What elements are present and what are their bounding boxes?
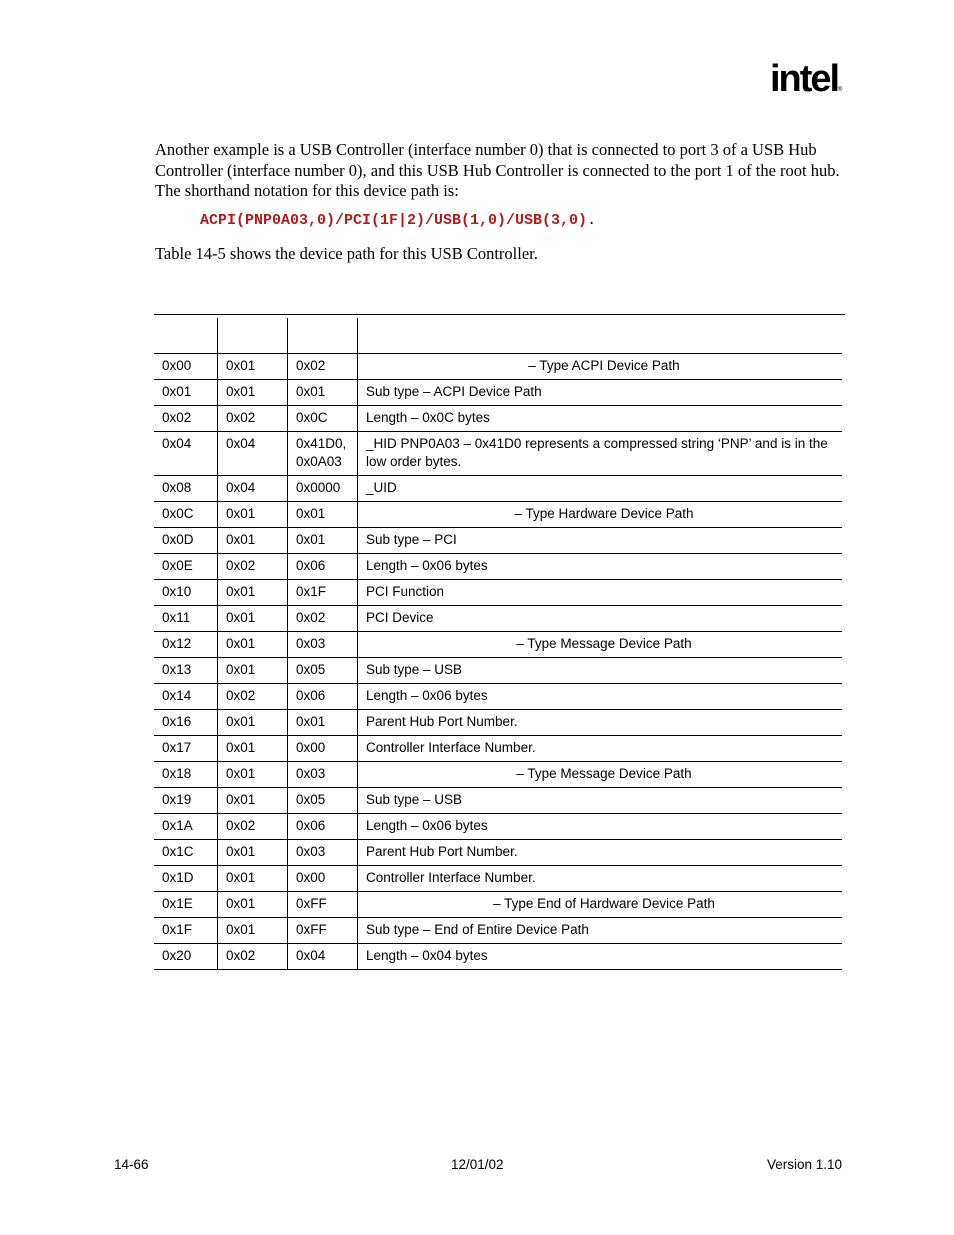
byte-length-cell: 0x04 bbox=[218, 476, 288, 502]
table-header-row bbox=[154, 318, 842, 354]
data-cell: 0x00 bbox=[288, 736, 358, 762]
byte-offset-cell: 0x01 bbox=[154, 380, 218, 406]
description-cell: Length – 0x06 bytes bbox=[358, 814, 843, 840]
description-cell: Length – 0x06 bytes bbox=[358, 554, 843, 580]
description-cell: – Type Message Device Path bbox=[358, 762, 843, 788]
description-cell: – Type Hardware Device Path bbox=[358, 502, 843, 528]
table-row bbox=[154, 840, 842, 866]
byte-offset-cell: 0x10 bbox=[154, 580, 218, 606]
table-row bbox=[154, 528, 842, 554]
description-cell: – Type Message Device Path bbox=[358, 632, 843, 658]
byte-offset-cell: 0x13 bbox=[154, 658, 218, 684]
byte-offset-cell: 0x1C bbox=[154, 840, 218, 866]
description-cell: Sub type – End of Entire Device Path bbox=[358, 918, 843, 944]
byte-length-cell: 0x01 bbox=[218, 658, 288, 684]
intel-logo-text: intel bbox=[770, 58, 839, 100]
byte-length-cell: 0x01 bbox=[218, 788, 288, 814]
byte-length-cell: 0x01 bbox=[218, 892, 288, 918]
data-cell: 0xFF bbox=[288, 892, 358, 918]
header-cell bbox=[358, 318, 843, 354]
intro-paragraph: Another example is a USB Controller (interface number 0) that is connected to port 3 of a USB Hub Controller (interface number 0), and this USB Hub Controller is connected to the port 1 of the root hub. The shorthand notation for this device path is: bbox=[155, 140, 840, 200]
data-cell: 0x41D0, 0x0A03 bbox=[288, 432, 358, 476]
table-row bbox=[154, 406, 842, 432]
byte-offset-cell: 0x14 bbox=[154, 684, 218, 710]
byte-length-cell: 0x01 bbox=[218, 918, 288, 944]
description-cell: Length – 0x0C bytes bbox=[358, 406, 843, 432]
byte-length-cell: 0x01 bbox=[218, 840, 288, 866]
data-cell: 0x05 bbox=[288, 658, 358, 684]
data-cell: 0x01 bbox=[288, 710, 358, 736]
byte-offset-cell: 0x20 bbox=[154, 944, 218, 970]
byte-offset-cell: 0x16 bbox=[154, 710, 218, 736]
table-row bbox=[154, 762, 842, 788]
byte-offset-cell: 0x04 bbox=[154, 432, 218, 476]
table-row bbox=[154, 866, 842, 892]
byte-offset-cell: 0x02 bbox=[154, 406, 218, 432]
data-cell: 0x0C bbox=[288, 406, 358, 432]
table-row bbox=[154, 814, 842, 840]
byte-length-cell: 0x01 bbox=[218, 580, 288, 606]
table-row bbox=[154, 892, 842, 918]
data-cell: 0x02 bbox=[288, 354, 358, 380]
footer-date: 12/01/02 bbox=[451, 1157, 504, 1172]
description-cell: Parent Hub Port Number. bbox=[358, 840, 843, 866]
byte-length-cell: 0x01 bbox=[218, 736, 288, 762]
byte-length-cell: 0x01 bbox=[218, 354, 288, 380]
byte-length-cell: 0x02 bbox=[218, 406, 288, 432]
description-cell: Controller Interface Number. bbox=[358, 866, 843, 892]
byte-offset-cell: 0x12 bbox=[154, 632, 218, 658]
description-cell: Sub type – ACPI Device Path bbox=[358, 380, 843, 406]
table-row bbox=[154, 684, 842, 710]
byte-offset-cell: 0x1E bbox=[154, 892, 218, 918]
description-cell: – Type ACPI Device Path bbox=[358, 354, 843, 380]
byte-offset-cell: 0x19 bbox=[154, 788, 218, 814]
table-top-rule bbox=[154, 314, 845, 315]
table-row bbox=[154, 432, 842, 476]
table-row bbox=[154, 658, 842, 684]
byte-offset-cell: 0x11 bbox=[154, 606, 218, 632]
table-body bbox=[154, 318, 842, 970]
device-path-table bbox=[154, 318, 842, 970]
description-cell: Parent Hub Port Number. bbox=[358, 710, 843, 736]
byte-offset-cell: 0x1D bbox=[154, 866, 218, 892]
description-cell: _HID PNP0A03 – 0x41D0 represents a compressed string ‘PNP’ and is in the low order bytes. bbox=[358, 432, 843, 476]
table-row bbox=[154, 554, 842, 580]
data-cell: 0x06 bbox=[288, 814, 358, 840]
byte-length-cell: 0x01 bbox=[218, 380, 288, 406]
data-cell: 0x04 bbox=[288, 944, 358, 970]
byte-offset-cell: 0x1F bbox=[154, 918, 218, 944]
byte-length-cell: 0x02 bbox=[218, 554, 288, 580]
code-period: . bbox=[587, 212, 597, 229]
registered-mark: ® bbox=[838, 87, 843, 93]
byte-offset-cell: 0x17 bbox=[154, 736, 218, 762]
byte-length-cell: 0x01 bbox=[218, 606, 288, 632]
intel-logo bbox=[770, 55, 845, 103]
byte-length-cell: 0x01 bbox=[218, 632, 288, 658]
byte-length-cell: 0x02 bbox=[218, 684, 288, 710]
table-row bbox=[154, 380, 842, 406]
description-cell: PCI Device bbox=[358, 606, 843, 632]
header-cell bbox=[154, 318, 218, 354]
page-number: 14-66 bbox=[114, 1157, 149, 1172]
data-cell: 0x1F bbox=[288, 580, 358, 606]
table-row bbox=[154, 944, 842, 970]
data-cell: 0x03 bbox=[288, 840, 358, 866]
data-cell: 0x01 bbox=[288, 502, 358, 528]
byte-offset-cell: 0x0C bbox=[154, 502, 218, 528]
byte-length-cell: 0x01 bbox=[218, 502, 288, 528]
header-cell bbox=[218, 318, 288, 354]
description-cell: Sub type – USB bbox=[358, 658, 843, 684]
data-cell: 0x06 bbox=[288, 684, 358, 710]
byte-length-cell: 0x01 bbox=[218, 528, 288, 554]
byte-offset-cell: 0x0D bbox=[154, 528, 218, 554]
data-cell: 0xFF bbox=[288, 918, 358, 944]
table-row bbox=[154, 736, 842, 762]
byte-length-cell: 0x01 bbox=[218, 710, 288, 736]
data-cell: 0x03 bbox=[288, 632, 358, 658]
table-row bbox=[154, 606, 842, 632]
byte-length-cell: 0x01 bbox=[218, 762, 288, 788]
byte-offset-cell: 0x1A bbox=[154, 814, 218, 840]
description-cell: Length – 0x04 bytes bbox=[358, 944, 843, 970]
byte-length-cell: 0x01 bbox=[218, 866, 288, 892]
description-cell: Length – 0x06 bytes bbox=[358, 684, 843, 710]
byte-offset-cell: 0x18 bbox=[154, 762, 218, 788]
description-cell: Sub type – USB bbox=[358, 788, 843, 814]
header-cell bbox=[288, 318, 358, 354]
byte-length-cell: 0x04 bbox=[218, 432, 288, 476]
data-cell: 0x0000 bbox=[288, 476, 358, 502]
table-row bbox=[154, 710, 842, 736]
device-path-code bbox=[200, 212, 596, 229]
description-cell: _UID bbox=[358, 476, 843, 502]
data-cell: 0x01 bbox=[288, 528, 358, 554]
table-row bbox=[154, 580, 842, 606]
description-cell: Controller Interface Number. bbox=[358, 736, 843, 762]
description-cell: – Type End of Hardware Device Path bbox=[358, 892, 843, 918]
data-cell: 0x06 bbox=[288, 554, 358, 580]
table-reference: Table 14-5 shows the device path for this USB Controller. bbox=[155, 244, 538, 263]
table-row bbox=[154, 476, 842, 502]
description-cell: Sub type – PCI bbox=[358, 528, 843, 554]
data-cell: 0x05 bbox=[288, 788, 358, 814]
footer-version: Version 1.10 bbox=[766, 1157, 842, 1172]
table-row bbox=[154, 632, 842, 658]
byte-offset-cell: 0x00 bbox=[154, 354, 218, 380]
code-notation: ACPI(PNP0A03,0)/PCI(1F|2)/USB(1,0)/USB(3,0) bbox=[200, 212, 588, 229]
table-row bbox=[154, 788, 842, 814]
data-cell: 0x00 bbox=[288, 866, 358, 892]
table-row bbox=[154, 354, 842, 380]
data-cell: 0x03 bbox=[288, 762, 358, 788]
table-row bbox=[154, 918, 842, 944]
byte-offset-cell: 0x08 bbox=[154, 476, 218, 502]
byte-length-cell: 0x02 bbox=[218, 814, 288, 840]
data-cell: 0x01 bbox=[288, 380, 358, 406]
byte-offset-cell: 0x0E bbox=[154, 554, 218, 580]
data-cell: 0x02 bbox=[288, 606, 358, 632]
description-cell: PCI Function bbox=[358, 580, 843, 606]
byte-length-cell: 0x02 bbox=[218, 944, 288, 970]
table-row bbox=[154, 502, 842, 528]
